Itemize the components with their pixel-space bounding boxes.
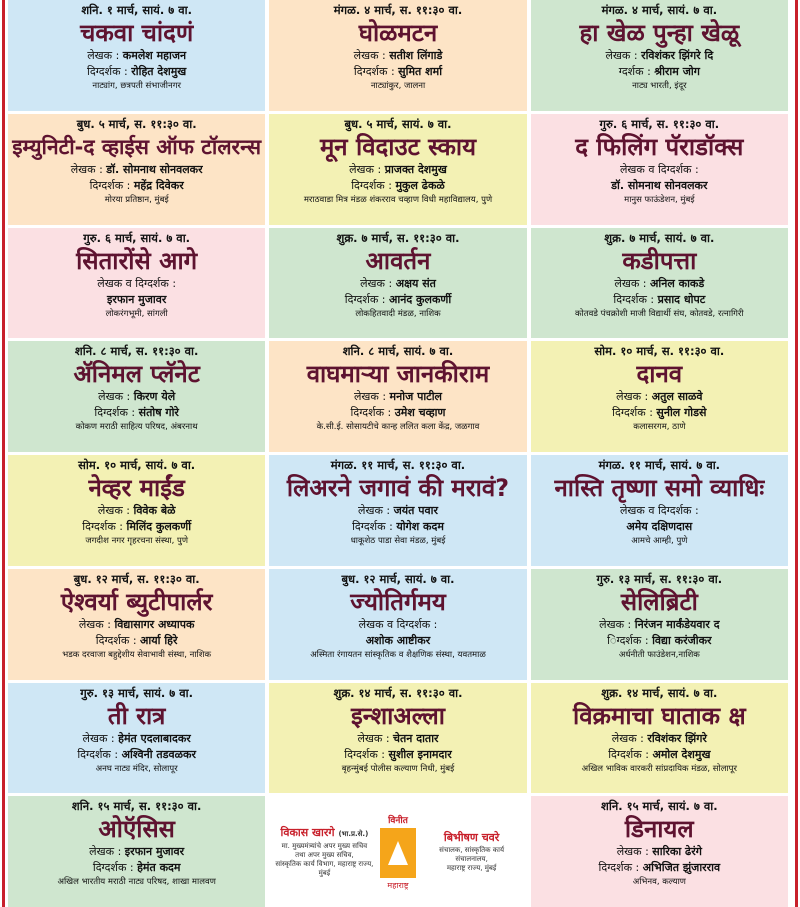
sponsor-left-line: मा. मुख्यमंत्र्यांचे अपर मुख्य सचिव — [281, 842, 368, 851]
credit-line — [607, 633, 711, 649]
play-date: शुक्र. ७ मार्च, सायं. ७ वा. — [604, 230, 715, 245]
credit-label: िग्दर्शक : — [607, 633, 653, 647]
play-card — [8, 0, 265, 111]
credit-value: अभिजित झुंजारराव — [642, 861, 721, 875]
sponsor-right — [423, 830, 521, 873]
credit-line — [608, 747, 710, 763]
credit-label: लेखक : — [599, 617, 635, 631]
play-date: बुध. ५ मार्च, सायं. ७ वा. — [344, 116, 452, 131]
credit-value: विद्यासागर अध्यापक — [114, 617, 195, 631]
credit-line — [613, 292, 705, 308]
play-date: मंगळ. ४ मार्च, सायं. ७ वा. — [601, 3, 718, 17]
sponsor-logo-bottom: महाराष्ट्र — [387, 880, 409, 890]
credit-line — [358, 503, 438, 519]
credit-value: मनोज पाटील — [389, 390, 443, 404]
credit-label: दिग्दर्शक : — [598, 861, 643, 875]
play-venue: बृहन्मुंबई पोलीस कल्याण निधी, मुंबई — [341, 763, 455, 774]
play-date: बुध. ५ मार्च, स. ११:३० वा. — [76, 116, 197, 131]
credit-line — [352, 519, 444, 535]
credit-label: लेखक व दिग्दर्शक : — [619, 162, 699, 176]
credit-value: इरफान मुजावर — [124, 845, 185, 859]
credit-value: अक्षय संत — [395, 276, 436, 290]
schedule-grid — [8, 0, 788, 907]
credit-label: दिग्दर्शक : — [344, 292, 390, 306]
play-venue: कोकण मराठी साहित्य परिषद, अंबरनाथ — [75, 422, 198, 433]
play-title: डिनायल — [624, 815, 694, 844]
play-title: घोळमटन — [358, 19, 438, 47]
play-date: मंगळ. ४ मार्च, स. ११:३० वा. — [333, 3, 463, 17]
credit-value: अतुल साळवे — [651, 390, 703, 404]
play-card — [269, 341, 526, 452]
credit-line — [366, 633, 430, 649]
play-title: आवर्तन — [365, 246, 431, 275]
play-card — [8, 455, 265, 566]
play-venue: नाट्य भारती, इंदूर — [632, 81, 687, 91]
sponsor-right-name: बिभीषण चवरे — [443, 831, 500, 845]
credit-label: दिग्दर्शक : — [612, 406, 657, 420]
credit-label: दिग्दर्शक : — [89, 178, 134, 192]
play-title: चकवा चांदणं — [80, 19, 194, 47]
right-border-rule — [795, 0, 798, 907]
credit-value: आर्या हिरे — [140, 633, 178, 647]
credit-line — [354, 64, 442, 80]
play-title: सितारोंसे आगे — [76, 246, 198, 275]
play-card — [531, 341, 788, 452]
play-date: शनि. १५ मार्च, सायं. ७ वा. — [601, 799, 718, 814]
play-venue: नाट्यांग, छत्रपती संभाजीनगर — [92, 81, 181, 91]
credit-line — [619, 64, 700, 80]
play-card — [8, 228, 265, 339]
play-card — [8, 683, 265, 794]
play-card — [8, 569, 265, 680]
credit-line — [89, 844, 184, 860]
credit-label: लेखक : — [357, 731, 394, 745]
credit-value: श्रीराम जोग — [654, 65, 700, 78]
credit-value: योगेश कदम — [396, 520, 444, 533]
play-card — [269, 683, 526, 794]
credit-value: अमेय दक्षिणदास — [626, 520, 693, 533]
credit-value: चेतन दातार — [393, 731, 439, 745]
credit-value: निरंजन मार्कंडेयवार द — [634, 617, 720, 631]
credit-label: दिग्दर्शक : — [95, 633, 141, 647]
credit-label: दिग्दर्शक : — [608, 747, 653, 761]
credit-label: लेखक व दिग्दर्शक : — [358, 617, 438, 631]
credit-label: लेखक व दिग्दर्शक : — [97, 276, 177, 290]
play-title: लिअरने जगावं की मरावं? — [286, 474, 510, 502]
credit-value: महेंद्र दिवेकर — [133, 178, 184, 192]
play-date: शनि. ८ मार्च, सायं. ७ वा. — [342, 344, 454, 359]
play-venue: नाट्यांकुर, जालना — [370, 81, 426, 91]
credit-label: लेखक : — [82, 731, 119, 745]
play-title: वाघमाऱ्या जानकीराम — [306, 360, 490, 389]
play-date: सोम. १० मार्च, स. ११:३० वा. — [594, 344, 725, 359]
credit-line — [354, 389, 442, 405]
credit-line — [357, 731, 438, 747]
sponsor-right-line: महाराष्ट्र राज्य, मुंबई — [446, 864, 497, 873]
credit-line — [71, 162, 203, 178]
credit-label: लेखक व दिग्दर्शक : — [619, 504, 699, 517]
credit-label: लेखक : — [616, 845, 653, 859]
play-card — [269, 114, 526, 225]
play-venue: लोकरंगभूमी, सांगली — [105, 308, 168, 319]
credit-line — [344, 747, 451, 763]
play-title: ॲनिमल प्लॅनेट — [73, 360, 200, 389]
credit-value: मुकुल ढेकळे — [395, 178, 445, 192]
credit-value: उमेश चव्हाण — [394, 406, 446, 420]
play-title: इम्युनिटी-द व्हाईस ऑफ टॉलरन्स — [12, 134, 262, 159]
credit-line — [83, 731, 191, 747]
play-venue: अर्धनीती फाउंडेशन,नाशिक — [618, 649, 700, 660]
credit-line — [351, 178, 445, 194]
credit-line — [82, 519, 191, 535]
play-card — [8, 796, 265, 907]
play-card — [8, 341, 265, 452]
credit-line — [620, 162, 699, 178]
sponsor-left-line: सांस्कृतिक कार्य विभाग, महाराष्ट्र राज्य, मुंबई — [275, 860, 374, 878]
play-venue: आमचे आम्ही, पुणे — [631, 536, 688, 546]
play-date: बुध. १२ मार्च, सायं. ७ वा. — [341, 571, 455, 586]
credit-line — [97, 276, 176, 292]
play-venue: भडक दरवाजा बहुद्देशीय सेवाभावी संस्था, नाशिक — [62, 649, 212, 660]
credit-label: दिग्दर्शक : — [82, 520, 127, 533]
credit-line — [87, 64, 186, 80]
credit-value: मिलिंद कुलकर्णी — [126, 520, 192, 533]
credit-label: लेखक : — [70, 162, 107, 176]
play-title: कडीपत्ता — [622, 246, 697, 275]
credit-label: दिग्दर्शक : — [92, 861, 138, 875]
credit-line — [96, 633, 178, 649]
play-card — [269, 455, 526, 566]
credit-label: लेखक : — [353, 390, 390, 404]
play-venue: कलासरगम, ठाणे — [633, 422, 686, 433]
credit-value: प्राजक्त देशमुख — [384, 162, 447, 176]
play-title: ऐश्वर्या ब्युटीपार्लर — [60, 587, 213, 616]
credit-label: लेखक : — [98, 390, 134, 404]
credit-value: रोहित देशमुख — [131, 65, 187, 78]
credit-line — [345, 292, 451, 308]
credit-line — [94, 405, 179, 421]
credit-line — [599, 860, 721, 876]
credit-value: डॉ. सोमनाथ सोनवलकर — [106, 162, 203, 176]
credit-label: लेखक : — [605, 49, 642, 62]
play-card — [531, 228, 788, 339]
credit-value: अशोक आष्टीकर — [365, 633, 431, 647]
credit-value: विद्या करंजीकर — [652, 633, 712, 647]
play-date: शुक्र. ७ मार्च, स. ११:३० वा. — [336, 230, 460, 245]
play-venue: अखिल भारतीय मराठी नाट्य परिषद, शाखा मालवण — [57, 877, 216, 888]
credit-label: दिग्दर्शक : — [613, 292, 658, 306]
credit-label: लेखक : — [358, 504, 394, 517]
play-title: ती रात्र — [107, 701, 166, 730]
play-venue: मोरया प्रतिष्ठान, मुंबई — [104, 194, 169, 205]
credit-value: सुमित शर्मा — [398, 65, 443, 78]
play-card — [269, 228, 526, 339]
credit-label: दिग्दर्शक : — [352, 520, 397, 533]
play-title: हा खेळ पुन्हा खेळू — [579, 19, 740, 47]
credit-value: सतीश लिंगाडे — [389, 49, 443, 62]
credit-label: दिग्दर्शक : — [351, 178, 396, 192]
credit-label: लेखक : — [87, 49, 123, 62]
credit-line — [87, 48, 186, 64]
sponsor-logo-top: विनीत — [388, 815, 408, 826]
play-date: गुरु. ६ मार्च, सायं. ७ वा. — [83, 230, 191, 245]
credit-line — [77, 747, 196, 763]
play-date: सोम. १० मार्च, सायं. ७ वा. — [78, 458, 196, 472]
credit-label: लेखक : — [97, 504, 134, 517]
play-date: शनि. १५ मार्च, स. ११:३० वा. — [71, 799, 202, 814]
play-card — [531, 0, 788, 111]
sponsor-logo — [373, 813, 422, 891]
credit-value: सारिका ढेरंगे — [652, 845, 702, 859]
play-title: विक्रमाचा घाताक क्ष — [572, 701, 746, 730]
play-title: सेलिब्रिटी — [620, 587, 698, 616]
credit-label: लेखक : — [616, 390, 652, 404]
play-date: गुरु. १३ मार्च, स. ११:३० वा. — [596, 571, 723, 586]
play-title: मून विदाउट स्काय — [319, 132, 477, 161]
credit-label: दिग्दर्शक : — [350, 406, 395, 420]
credit-line — [349, 162, 447, 178]
play-date: शुक्र. १४ मार्च, सायं. ७ वा. — [601, 685, 718, 700]
credit-value: आनंद कुलकर्णी — [389, 292, 452, 306]
play-card — [269, 0, 526, 111]
play-card — [269, 569, 526, 680]
play-date: शनि. १ मार्च, सायं. ७ वा. — [81, 3, 192, 17]
credit-line — [107, 292, 166, 308]
play-venue: अस्मिता रंगायतन सांस्कृतिक व शैक्षणिक संस्था, यवतमाळ — [310, 649, 486, 660]
credit-label: लेखक : — [360, 276, 396, 290]
credit-line — [98, 389, 175, 405]
play-venue: के.सी.ई. सोसायटीचे कान्ह ललित कला केंद्र, जळगाव — [316, 422, 480, 433]
credit-label: लेखक : — [614, 276, 650, 290]
play-date: मंगळ. ११ मार्च, सायं. ७ वा. — [598, 458, 721, 472]
credit-line — [612, 731, 707, 747]
play-venue: अभिनव, कल्याण — [632, 877, 686, 888]
credit-line — [616, 389, 702, 405]
credit-value: प्रसाद धोपट — [657, 292, 706, 306]
credit-label: लेखक : — [89, 845, 125, 859]
play-date: मंगळ. ११ मार्च, स. ११:३० वा. — [330, 458, 466, 472]
play-date: गुरु. १३ मार्च, सायं. ७ वा. — [80, 685, 194, 700]
play-card — [8, 114, 265, 225]
credit-label: लेखक : — [349, 162, 385, 176]
play-card — [531, 114, 788, 225]
credit-line — [98, 503, 176, 519]
credit-line — [360, 276, 436, 292]
credit-label: दिग्दर्शक : — [87, 65, 132, 78]
credit-value: विवेक बेळे — [133, 504, 176, 517]
credit-value: सुनील गोडसे — [656, 406, 707, 420]
credit-value: हेमंत कदम — [137, 861, 181, 875]
play-card — [531, 455, 788, 566]
credit-value: अमोल देशमुख — [652, 747, 711, 761]
left-border-rule — [2, 0, 5, 907]
credit-value: रविशंकर झिंगरे — [647, 731, 707, 745]
credit-line — [611, 178, 707, 194]
credit-label: दिग्दर्शक : — [94, 406, 139, 420]
credit-value: संतोष गोरे — [138, 406, 179, 420]
credit-value: जयंत पवार — [393, 504, 438, 517]
maharashtra-emblem-icon — [380, 828, 416, 878]
credit-line — [612, 405, 706, 421]
credit-value: इरफान मुजावर — [106, 292, 167, 306]
sponsor-right-line: संचालनालय, — [455, 855, 488, 864]
play-venue: अनघ नाट्य मंदिर, सोलापूर — [95, 763, 178, 774]
play-title: ज्योतिर्गमय — [350, 587, 446, 616]
play-title: इन्शाअल्ला — [350, 701, 446, 730]
credit-label: दिग्दर्शक : — [77, 747, 122, 761]
play-title: नेव्हर माईंड — [88, 474, 185, 502]
sponsor-left-line: तथा अपर मुख्य सचिव, — [295, 851, 354, 860]
credit-value: डॉ. सोमनाथ सोनवलकर — [611, 178, 708, 192]
credit-value: हेमंत एदलाबादकर — [118, 731, 191, 745]
credit-line — [93, 860, 181, 876]
play-date: गुरु. ६ मार्च, स. ११:३० वा. — [599, 116, 720, 131]
credit-value: सुशील इनामदार — [388, 747, 452, 761]
play-card — [531, 683, 788, 794]
credit-line — [620, 503, 699, 519]
play-venue: अखिल भाविक वारकरी सांप्रदायिक मंडळ, सोलापूर — [581, 763, 737, 774]
play-title: द फिलिंग पॅराडॉक्स — [575, 132, 744, 161]
play-venue: जगदीश नगर गृहरचना संस्था, पुणे — [85, 536, 188, 546]
credit-label: लेखक : — [78, 617, 115, 631]
play-date: शुक्र. १४ मार्च, स. ११:३० वा. — [333, 685, 463, 700]
credit-line — [599, 617, 719, 633]
play-card — [531, 569, 788, 680]
play-venue: लोकहितवादी मंडळ, नाशिक — [355, 308, 441, 319]
play-title: नास्ति तृष्णा समो व्याधिः — [554, 474, 765, 502]
sponsor-panel — [269, 796, 526, 907]
play-venue: मानुस फाऊंडेशन, मुंबई — [624, 194, 695, 205]
credit-line — [79, 617, 195, 633]
play-venue: धाकूशेठ पाडा सेवा मंडळ, मुंबई — [350, 536, 446, 546]
sponsor-left-name: विकास खारगे (भा.प्र.से.) — [280, 826, 369, 840]
play-title: दानव — [636, 360, 683, 389]
credit-label: दिग्दर्शक : — [344, 747, 389, 761]
play-venue: कोतवडे पंचक्रोशी माजी विद्यार्थी संघ, कोतवडे, रत्नागिरी — [575, 308, 744, 319]
credit-value: अश्विनी तडवळकर — [121, 747, 196, 761]
credit-value: अनिल काकडे — [649, 276, 705, 290]
credit-line — [359, 617, 438, 633]
credit-line — [351, 405, 446, 421]
credit-line — [354, 48, 443, 64]
credit-value: रविशंकर झिंगरे दि — [641, 49, 714, 62]
sponsor-right-line: संचालक, सांस्कृतिक कार्य — [439, 846, 504, 855]
play-title: ओऍसिस — [98, 815, 175, 844]
credit-value: किरण येले — [133, 390, 176, 404]
credit-line — [605, 48, 713, 64]
credit-value: कमलेश महाजन — [122, 49, 187, 62]
credit-label: दिग्दर्शक : — [353, 65, 399, 78]
credit-label: लेखक : — [611, 731, 648, 745]
play-card — [531, 796, 788, 907]
play-date: शनि. ८ मार्च, स. ११:३० वा. — [74, 344, 199, 359]
sponsor-left — [275, 825, 373, 878]
play-venue: मराठवाडा मित्र मंडळ शंकरराव चव्हाण विधी महाविद्यालय, पुणे — [303, 194, 493, 205]
credit-line — [90, 178, 184, 194]
credit-line — [617, 844, 702, 860]
credit-line — [626, 519, 692, 535]
credit-line — [614, 276, 704, 292]
play-date: बुध. १२ मार्च, स. ११:३० वा. — [73, 571, 200, 586]
credit-label: ग्दर्शक : — [618, 65, 655, 78]
credit-label: लेखक : — [353, 49, 390, 62]
